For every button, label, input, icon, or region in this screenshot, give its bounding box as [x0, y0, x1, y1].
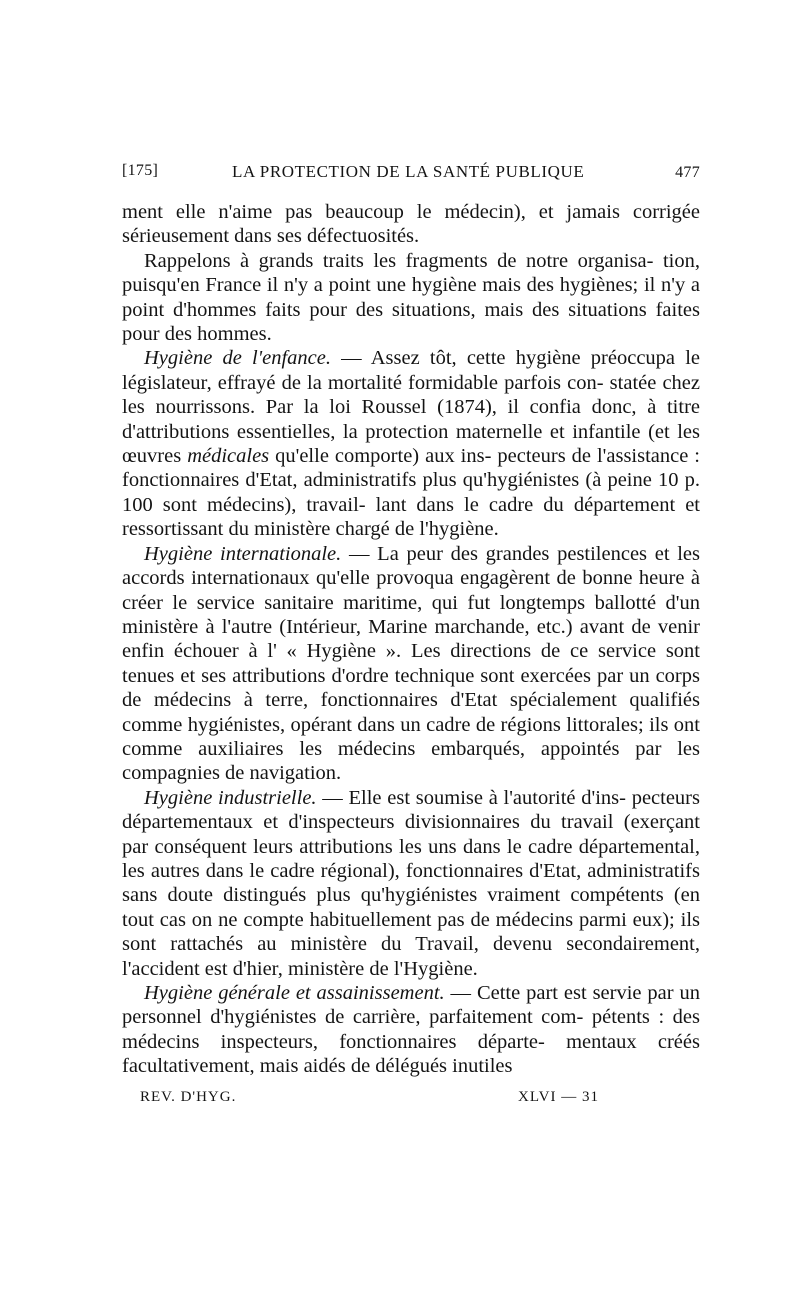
- paragraph-hygiene-industrielle: [122, 786, 700, 981]
- paragraph-text: — La peur des grandes pestilences et les accords internationaux qu'elle provoqua engagèrent de bonne heure à créer le service sanitaire maritime, qui fut longtemps ballotté d'un ministère à l'autre (Intérieur, Marine marchande, etc.) avant de venir enfin échouer à l' « Hygiène ». Les directions de ce service sont tenues et ses attributions d'ordre technique sont exercées par un corps de médecins à terre, fonctionnaires d'Etat spécialement qualifiés comme hygiénistes, opérant dans un cadre de régions littorales; ils ont comme auxiliaires les médecins embarqués, appointés par les compagnies de navigation.: [122, 542, 700, 785]
- paragraph-hygiene-generale: [122, 981, 700, 1079]
- document-page: [122, 160, 700, 1111]
- section-heading: Hygiène internationale.: [144, 542, 342, 565]
- paragraph-text: Rappelons à grands traits les fragments de notre organisa- tion, puisqu'en France il n'y a point une hygiène mais des hygiènes; il n'y a point d'hommes faits pour des situations, mais des situations faites pour des hommes.: [122, 249, 700, 346]
- paragraph-intro: [122, 249, 700, 347]
- section-heading: Hygiène industrielle.: [144, 786, 317, 809]
- folio: [175]: [122, 162, 159, 179]
- running-head: [122, 160, 700, 186]
- paragraph-hygiene-enfance: [122, 346, 700, 541]
- running-title: LA PROTECTION DE LA SANTÉ PUBLIQUE: [232, 162, 585, 181]
- paragraph-text: qu'elle comporte) aux ins- pecteurs de l'assistance : fonctionnaires d'Etat, administratifs plus qu'hygiénistes (à peine 10 p. 100 sont médecins), travail- lant dans le cadre du département et ressortissant du ministère chargé de l'hygiène.: [122, 445, 700, 541]
- section-heading: Hygiène générale et assainissement.: [144, 982, 445, 1004]
- journal-signature: REV. D'HYG.: [140, 1088, 237, 1105]
- paragraph-continuation: [122, 200, 700, 249]
- body-text: [122, 200, 700, 1079]
- section-heading: Hygiène de l'enfance.: [144, 347, 331, 370]
- page-number: 477: [675, 164, 700, 181]
- paragraph-text: — Assez tôt, cette hygiène préoccupa le législateur, effrayé de la mortalité formidable parfois con- statée chez les nourrissons. Par la loi Roussel (1874), il confia donc, à titre d'attributions essentielles, la protection maternelle et infantile (et les œuvres: [122, 347, 700, 468]
- emphasis: médicales: [187, 445, 270, 468]
- paragraph-text: ment elle n'aime pas beaucoup le médecin), et jamais corrigée sérieusement dans ses défectuosités.: [122, 201, 700, 248]
- paragraph-text: — Cette part est servie par un personnel d'hygiénistes de carrière, parfaitement com- pétents : des médecins inspecteurs, fonctionnaires départe- mentaux créés facultativement, mais aidés de délégués inutiles: [122, 982, 701, 1078]
- paragraph-text: — Elle est soumise à l'autorité d'ins- pecteurs départementaux et d'inspecteurs divisionnaires du travail (exerçant par conséquent leurs attributions les uns dans le cadre départemental, les autres dans le cadre régional), fonctionnaires d'Etat, administratifs sans doute distingués plus qu'hygiénistes vraiment compétents (en tout cas on ne compte habituellement pas de médecins parmi eux); ils sont rattachés au ministère du Travail, devenu secondairement, l'accident est d'hier, ministère de l'Hygiène.: [122, 786, 700, 980]
- page-footer: [122, 1087, 700, 1111]
- paragraph-hygiene-internationale: [122, 542, 700, 786]
- volume-signature: XLVI — 31: [518, 1088, 599, 1105]
